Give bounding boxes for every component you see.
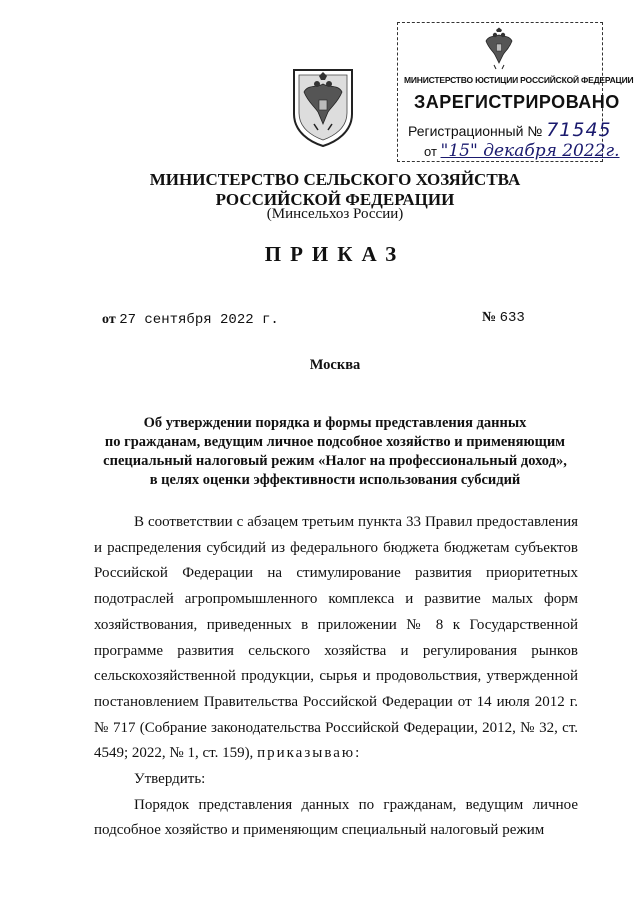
- order-number-value: 633: [499, 310, 525, 326]
- russian-coat-of-arms-emblem: [290, 62, 356, 148]
- stamp-ministry: МИНИСТЕРСТВО ЮСТИЦИИ РОССИЙСКОЙ ФЕДЕРАЦИИ: [404, 75, 634, 85]
- stamp-reg-label: Регистрационный №: [408, 123, 543, 139]
- stamp-registered: ЗАРЕГИСТРИРОВАНО: [414, 92, 620, 112]
- order-body: [94, 510, 578, 844]
- title-line1: Об утверждении порядка и формы представления данных: [143, 415, 527, 431]
- order-number: [482, 310, 525, 326]
- stamp-date-row: [424, 141, 620, 161]
- title-line2: по гражданам, ведущим личное подсобное хозяйство и применяющим: [104, 434, 566, 450]
- order-date: [102, 312, 279, 328]
- order-title: [90, 414, 580, 490]
- order-date-prefix: от: [102, 312, 116, 327]
- title-line4: в целях оценки эффективности использования субсидий: [149, 472, 521, 488]
- ministry-name-line2: РОССИЙСКОЙ ФЕДЕРАЦИИ: [215, 190, 455, 209]
- document-type: ПРИКАЗ: [264, 242, 406, 266]
- title-line3: специальный налоговый режим «Налог на профессиональный доход»,: [103, 453, 567, 469]
- stamp-eagle-emblem: [482, 27, 516, 71]
- body-paragraph-1-text: В соответствии с абзацем третьим пункта 33 Правил предоставления и распределения субсидий из федерального бюджета бюджетам субъектов Российской Федерации на стимулирование развития приоритетных подотраслей агропромышленного комплекса и развитие малых форм хозяйствования, приведенных в приложении № 8 к Государственной программе развития сельского хозяйства и регулирования рынков сельскохозяйственной продукции, сырья и продовольствия, утвержденной постановлением Правительства Российской Федерации от 14 июля 2012 г. № 717 (Собрание законодательства Российской Федерации, 2012, № 32, ст. 4549; 2022, № 1, ст. 159),: [94, 514, 578, 762]
- order-city: Москва: [309, 357, 361, 373]
- ministry-short-name: (Минсельхоз России): [266, 206, 404, 222]
- registration-stamp: [397, 22, 634, 162]
- body-paragraph-1: [94, 510, 578, 767]
- ministry-name-line1: МИНИСТЕРСТВО СЕЛЬСКОГО ХОЗЯЙСТВА: [149, 170, 521, 189]
- body-paragraph-2: Утвердить:: [134, 771, 206, 788]
- body-paragraph-1-verb: приказываю:: [257, 745, 362, 762]
- stamp-date-prefix: от: [424, 144, 437, 159]
- stamp-date: "15" декабря 2022г.: [440, 141, 620, 161]
- stamp-registration-row: [408, 119, 612, 141]
- order-date-value: 27 сентября 2022 г.: [119, 312, 279, 328]
- body-paragraph-3: Порядок представления данных по гражданам, ведущим личное подсобное хозяйство и применяющим специальный налоговый режим: [94, 796, 578, 839]
- stamp-reg-number: 71545: [546, 119, 612, 141]
- order-number-prefix: №: [482, 310, 497, 325]
